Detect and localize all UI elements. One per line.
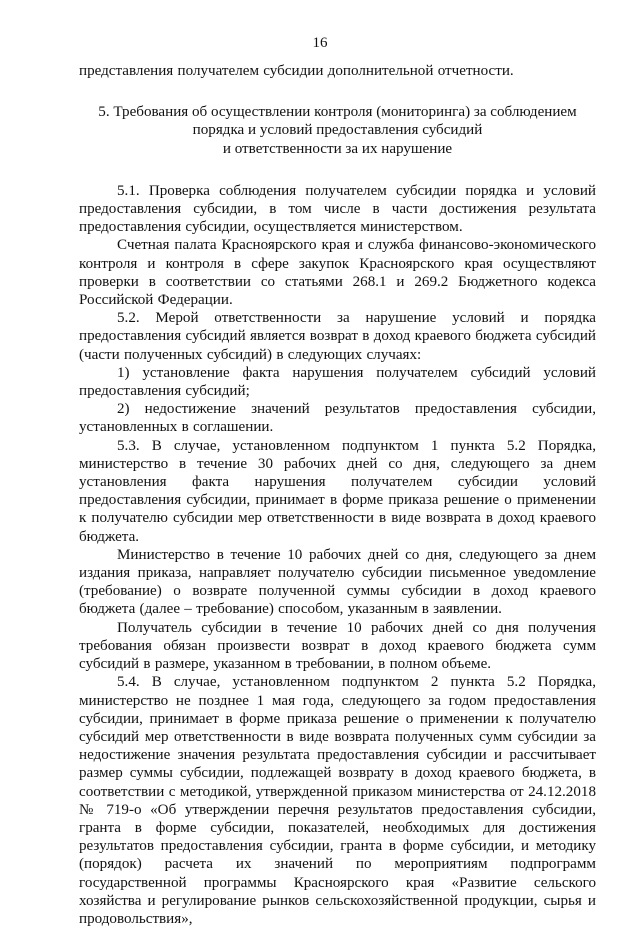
list-item-1: 1) установление факта нарушения получателем субсидий условий предоставления субсидий; — [79, 364, 596, 400]
section-heading-line: и ответственности за их нарушение — [222, 140, 453, 157]
paragraph-5-3: 5.3. В случае, установленном подпунктом 1 пункта 5.2 Порядка, министерство в течение 30 рабочих дней со дня, следующего за днем установления факта нарушения получателем субсидии условий предоставления субсидии, принимает в форме приказа решение о применении к получателю субсидии мер ответственности в виде возврата в доход краевого бюджета. — [79, 437, 596, 545]
section-heading-line: порядка и условий предоставления субсидий — [192, 122, 483, 139]
paragraph-5-2: 5.2. Мерой ответственности за нарушение условий и порядка предоставления субсидий является возврат в доход краевого бюджета субсидий (части полученных субсидий) в следующих случаях: — [79, 310, 596, 363]
paragraph-refund: Получатель субсидии в течение 10 рабочих дней со дня получения требования обязан произвести возврат в доход краевого бюджета сумм субсидий в размере, указанном в требовании, в полном объеме. — [79, 619, 596, 673]
continuation-line: представления получателем субсидии дополнительной отчетности. — [79, 63, 514, 79]
section-heading — [79, 103, 596, 158]
paragraph-5-1: 5.1. Проверка соблюдения получателем субсидии порядка и условий предоставления субсидии, в том числе в части достижения результата предоставления субсидии, осуществляется министерством. — [79, 182, 596, 236]
paragraph-5-4: 5.4. В случае, установленном подпунктом 2 пункта 5.2 Порядка, министерство не позднее 1 мая года, следующего за годом предоставления субсидии, принимает в форме приказа решение о применении к получателю субсидий мер ответственности в виде возврата полученных сумм субсидии за недостижение значения результата предоставления субсидии и рассчитывает размер суммы субсидии, подлежащей возврату в доход краевого бюджета, в соответствии с методикой, утвержденной приказом министерства от 24.12.2018 № 719-о «Об утверждении перечня результатов предоставления субсидии, гранта в форме субсидии, показателей, необходимых для достижения результатов предоставления субсидии, гранта в форме субсидии, и методику (порядок) расчета их значений по мероприятиям подпрограмм государственной программы Красноярского края «Развитие сельского хозяйства и регулирование рынков сельскохозяйственной продукции, сырья и продовольствия», — [79, 674, 596, 927]
paragraph-audit-bodies: Счетная палата Красноярского края и служба финансово-экономического контроля и контроля в сфере закупок Красноярского края осуществляют проверки в соответствии со статьями 268.1 и 269.2 Бюджетного кодекса Российской Федерации. — [79, 237, 596, 309]
page-number: 16 — [312, 35, 328, 51]
section-heading-line: 5. Требования об осуществлении контроля (мониторинга) за соблюдением — [98, 104, 577, 121]
page-body — [79, 62, 596, 928]
list-item-2: 2) недостижение значений результатов предоставления субсидии, установленных в соглашении. — [79, 401, 596, 436]
paragraph-notice: Министерство в течение 10 рабочих дней со дня, следующего за днем издания приказа, направляет получателю субсидии письменное уведомление (требование) о возврате полученной суммы субсидии в доход краевого бюджета (далее – требование) способом, указанным в заявлении. — [79, 546, 596, 618]
